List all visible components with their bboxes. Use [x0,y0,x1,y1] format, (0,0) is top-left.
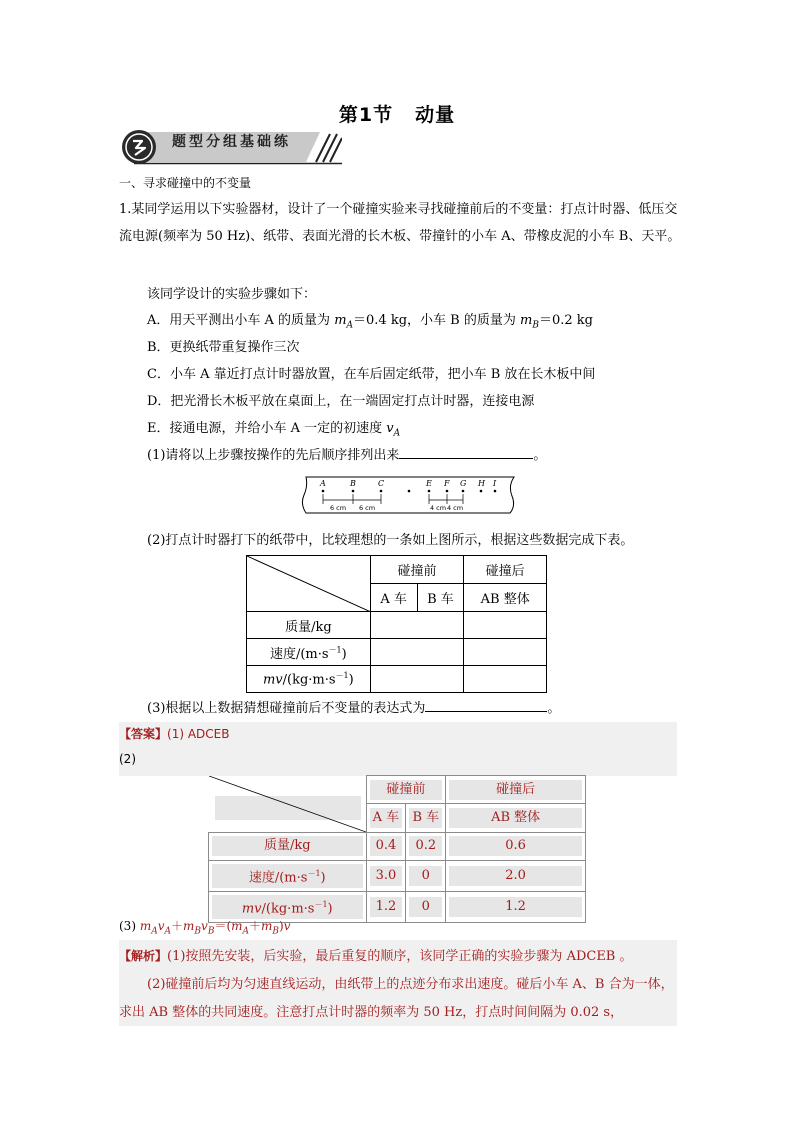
row-mass-label: 质量/kg [247,612,371,639]
answer-formula: $m_Av_A+m_Bv_B=(m_A+m_B)v$ [139,919,291,937]
header-after: 碰撞后 [464,556,547,584]
section-heading: 一、寻求碰撞中的不变量 [119,176,252,190]
answer-blank-3 [425,699,547,712]
answer-row-momentum-label: $mv/(kg\cdot m\cdot s^{-1})$ [209,891,367,922]
tape-dist-bc: 6 cm [358,504,376,512]
page-title [0,100,794,127]
steps-title: 该同学设计的实验步骤如下： [147,287,317,302]
row-momentum-label: $mv/(kg\cdot m\cdot s^{-1})$ [247,666,371,693]
tape-label-a: A [320,479,326,488]
answer-line-2: (2) [119,752,136,766]
answer-line-1: 【答案】(1) ADCEB [119,727,230,741]
banner-label: 题型分组基础练 [172,134,291,150]
answer-row-velocity-label: 速度$/(m\cdot s^{-1})$ [209,860,367,891]
answer-velocity-a: 3.0 [366,860,406,891]
diagonal-header-cell [247,556,371,612]
tape-dist-ab: 6 cm [329,504,347,512]
tape-label-e: E [426,479,432,488]
answer-mass-b: 0.2 [406,832,446,860]
tape-dist-ef: 4 cm [429,504,447,512]
analysis-line-1: 【解析】(1)按照先安装，后实验，最后重复的顺序，该同学正确的实验步骤为 ADCEB 。 [119,949,633,964]
answer-mass-ab: 0.6 [446,832,586,860]
answer-momentum-ab: 1.2 [446,891,586,922]
answer-velocity-b: 0 [406,860,446,891]
answer-table-corner [209,776,367,833]
title-topic: 动量 [415,104,456,126]
answer-mass-a: 0.4 [366,832,406,860]
question-1: (1)请将以上步骤按操作的先后顺序排列出来 。 [147,448,547,463]
answer-header-after: 碰撞后 [446,776,586,804]
header-car-a: A 车 [370,584,417,612]
answer-velocity-ab: 2.0 [446,860,586,891]
tape-label-f: F [444,479,450,488]
question-3: (3)根据以上数据猜想碰撞前后不变量的表达式为 。 [147,701,561,716]
answer-momentum-a: 1.2 [366,891,406,922]
paper-tape-figure [298,474,520,516]
header-whole: AB 整体 [464,584,547,612]
row-velocity-label: 速度$/(m\cdot s^{-1})$ [247,639,371,666]
answer-blank-1 [399,446,533,459]
answer-line-3: (3) $m_Av_A+m_Bv_B=(m_A+m_B)v$ [119,919,291,937]
step-a: A．用天平测出小车 A 的质量为 $m_A=0.4$ kg，小车 B 的质量为 $m_B=0.2$ kg [147,313,593,331]
tape-label-i: I [493,479,497,488]
title-section-number: 第1节 [338,104,394,126]
tape-label-h: H [478,479,485,488]
step-b: B．更换纸带重复操作三次 [147,340,300,355]
step-c: C．小车 A 靠近打点计时器放置，在车后固定纸带，把小车 B 放在长木板中间 [147,367,596,382]
header-car-b: B 车 [417,584,464,612]
analysis-paragraph-2: (2)碰撞前后均为匀速直线运动，由纸带上的点迹分布求出速度。碰后小车 A、B 合为一体，求出 AB 整体的共同速度。注意打点计时器的频率为 50 Hz，打点时间间隔为 0.02 s， [119,977,674,1020]
tape-label-b: B [350,479,356,488]
answer-table [208,775,586,923]
answer-header-before: 碰撞前 [366,776,446,804]
answer-header-whole: AB 整体 [446,804,586,832]
step-e: E．接通电源，并给小车 A 一定的初速度 $v_A$ [147,421,401,439]
step-d: D．把光滑长木板平放在桌面上，在一端固定打点计时器，连接电源 [147,394,535,409]
answer-row-mass-label: 质量/kg [209,832,367,860]
header-before: 碰撞前 [370,556,464,584]
question-2: (2)打点计时器打下的纸带中，比较理想的一条如上图所示，根据这些数据完成下表。 [147,533,634,548]
answer-header-car-b: B 车 [406,804,446,832]
tape-label-c: C [378,479,385,488]
answer-header-car-a: A 车 [366,804,406,832]
question-table [246,555,547,693]
tape-dist-fg: 4 cm [446,504,464,512]
problem-intro: 1.某同学运用以下实验器材，设计了一个碰撞实验来寻找碰撞前后的不变量：打点计时器、低压交流电源(频率为 50 Hz)、纸带、表面光滑的长木板、带撞针的小车 A、带橡皮泥的小车 B、天平。 [119,202,681,244]
answer-momentum-b: 0 [406,891,446,922]
tape-label-g: G [460,479,467,488]
